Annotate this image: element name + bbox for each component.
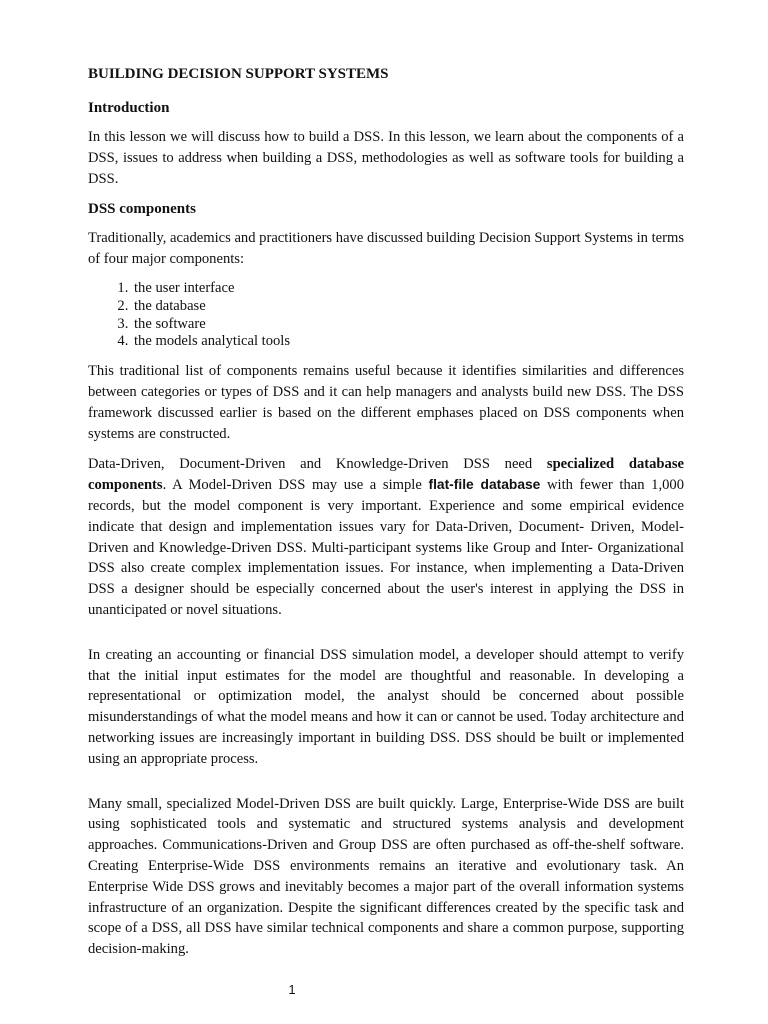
traditional-list-paragraph: This traditional list of components remains useful because it identifies similarities and differences between categories or types of DSS and it can help managers and analysts build new DSS. The DSS framework discussed earlier is based on the different emphases placed on DSS components when systems are constructed. xyxy=(88,363,684,442)
document-body xyxy=(88,58,684,970)
intro-heading: Introduction xyxy=(88,100,170,116)
text-span: Data-Driven, Document-Driven and Knowledge-Driven DSS need xyxy=(88,456,547,473)
components-list xyxy=(88,280,684,351)
list-item: 1. the user interface xyxy=(132,280,684,298)
page-number: 1 xyxy=(288,982,296,997)
document-title: BUILDING DECISION SUPPORT SYSTEMS xyxy=(88,66,389,82)
text-span: . A Model-Driven DSS may use a simple xyxy=(162,477,429,494)
list-item: 4. the models analytical tools xyxy=(132,333,684,351)
intro-paragraph: In this lesson we will discuss how to build a DSS. In this lesson, we learn about the components of a DSS, issues to address when building a DSS, methodologies as well as software tools for building a DSS. xyxy=(88,129,684,187)
accounting-paragraph: In creating an accounting or financial DSS simulation model, a developer should attempt to verify that the initial input estimates for the model are thoughtful and reasonable. In developing a representational or optimization model, the analyst should be concerned about possible misunderstandings of what the model means and how it can or cannot be used. Today architecture and networking issues are increasingly important in building DSS. DSS should be built or implemented using an appropriate process. xyxy=(88,646,684,767)
components-intro-paragraph: Traditionally, academics and practitioners have discussed building Decision Support Systems in terms of four major components: xyxy=(88,230,684,268)
bold-term-specialized-database: specialized database components xyxy=(88,456,684,494)
bold-term-flat-file-database: flat-file database xyxy=(428,477,541,493)
components-heading: DSS components xyxy=(88,201,196,218)
text-span: with fewer than 1,000 records, but the model component is very important. Experience and some empirical evidence indicate that design and implementation issues vary for Data-Driven, Document- Driven, Model-Driven and Knowledge-Driven DSS. Multi-participant systems like Group and Inter- Organizational DSS also create complex implementation issues. For instance, when implementing a Data-Driven DSS a designer should be especially concerned about the user's interest in applying the DSS in unanticipated or novel situations. xyxy=(88,477,685,618)
model-driven-paragraph: Many small, specialized Model-Driven DSS are built quickly. Large, Enterprise-Wide DSS are built using sophisticated tools and systematic and structured systems analysis and development approaches. Communications-Driven and Group DSS are often purchased as off-the-shelf software. Creating Enterprise-Wide DSS environments remains an iterative and evolutionary task. An Enterprise Wide DSS grows and inevitably becomes a major part of the overall information systems infrastructure of an organization. Despite the significant differences created by the specific task and scope of a DSS, all DSS have similar technical components and share a common purpose, supporting decision-making. xyxy=(88,795,684,958)
list-item: 3. the software xyxy=(132,316,684,334)
data-driven-paragraph xyxy=(88,454,684,620)
list-item: 2. the database xyxy=(132,298,684,316)
